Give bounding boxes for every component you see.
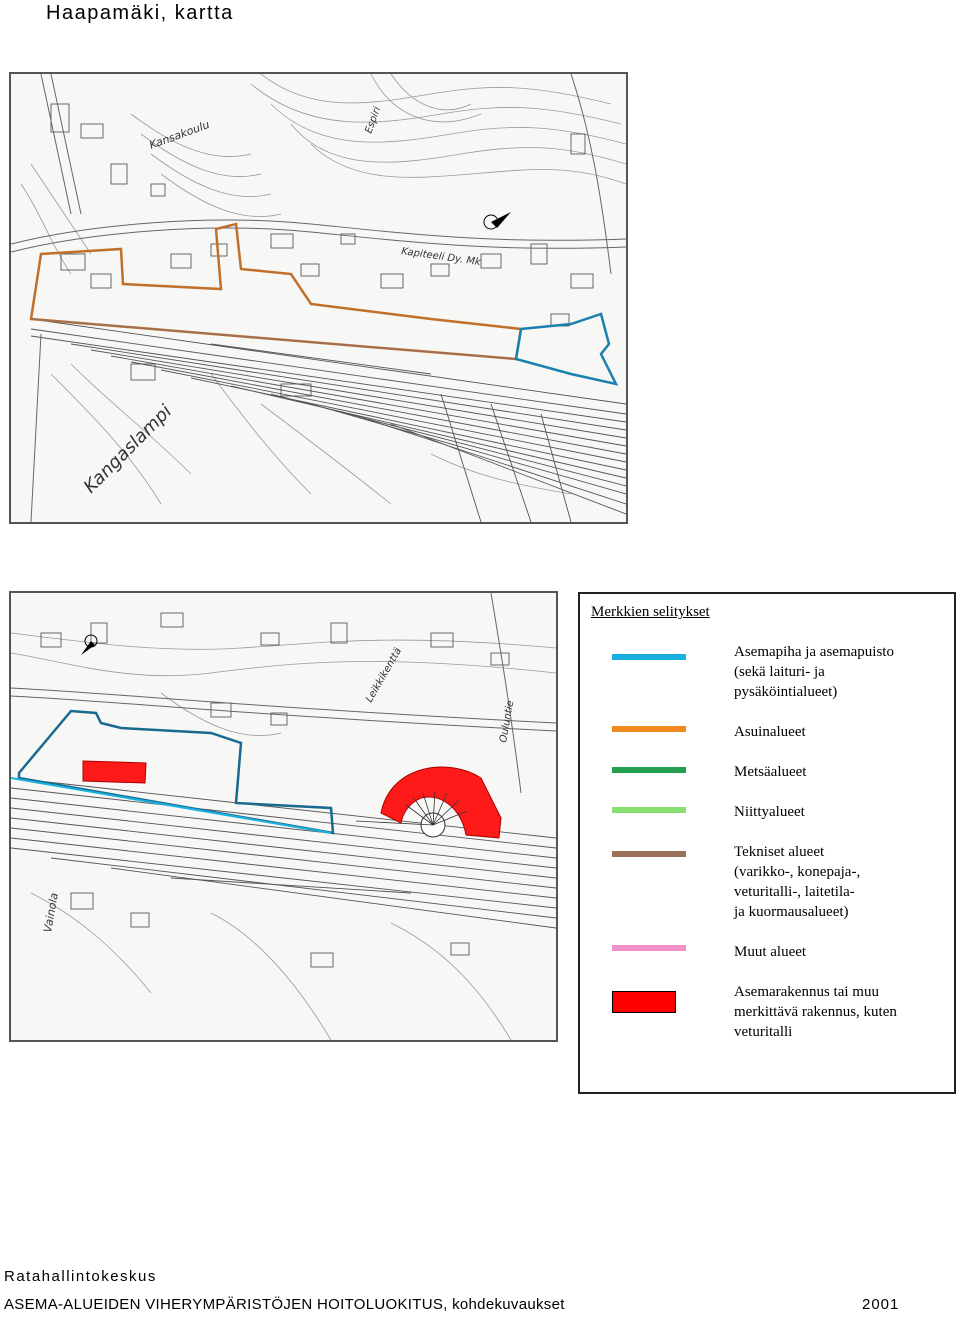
railway-tracks [31, 319, 626, 522]
map-label-kangaslampi: Kangaslampi [79, 401, 177, 498]
map-label-playground: Leikkikenttä [364, 646, 405, 705]
footer-organization: Ratahallintokeskus [4, 1268, 157, 1285]
contour-lines [11, 633, 556, 1040]
north-arrow-icon [484, 212, 511, 229]
footer-document-title: ASEMA-ALUEIDEN VIHERYMPÄRISTÖJEN HOITOLUOKITUS, kohdekuvaukset [4, 1296, 565, 1313]
legend-swatch-residential [612, 726, 686, 732]
map-bottom[interactable] [9, 591, 558, 1042]
legend-swatch-station [612, 654, 686, 660]
north-arrow-icon [81, 635, 97, 655]
legend-label-station: Asemapiha ja asemapuisto (sekä laituri- ja pysäköintialueet) [734, 644, 894, 700]
map-bottom-drawing [11, 593, 556, 1040]
legend-label-meadow: Niittyalueet [734, 804, 805, 820]
station-area-boundary[interactable] [516, 314, 616, 384]
legend-swatch-other [612, 945, 686, 951]
footer-year: 2001 [862, 1296, 900, 1313]
legend-swatch-forest [612, 767, 686, 773]
legend-label-forest: Metsäalueet [734, 764, 807, 780]
roads [11, 74, 626, 522]
legend-swatch-meadow [612, 807, 686, 813]
map-label-vainola: Vainola [41, 891, 61, 934]
page-title: Haapamäki, kartta [46, 2, 234, 24]
legend-label-building: Asemarakennus tai muu merkittävä rakennus, kuten veturitalli [734, 984, 897, 1040]
station-area-boundary[interactable] [19, 711, 333, 833]
legend-swatch-technical [612, 851, 686, 857]
map-label-street: Kapiteeli Dy. Mk [400, 246, 482, 269]
legend-label-residential: Asuinalueet [734, 724, 806, 740]
station-building[interactable] [83, 761, 146, 783]
legend [578, 592, 956, 1094]
legend-title: Merkkien selitykset [591, 604, 710, 620]
contour-lines [21, 74, 626, 504]
legend-label-technical: Tekniset alueet (varikko-, konepaja-, veturitalli-, laitetila- ja kuormausalueet) [734, 844, 861, 920]
map-label-ouluntie: Ouluntie [498, 699, 517, 744]
roundhouse[interactable] [356, 767, 501, 838]
map-label-area: Espiri [363, 105, 384, 136]
legend-label-other: Muut alueet [734, 944, 807, 960]
map-top-drawing [11, 74, 626, 522]
map-label-school: Kansakoulu [147, 118, 212, 152]
legend-swatch-building [612, 991, 676, 1013]
map-top[interactable] [9, 72, 628, 524]
